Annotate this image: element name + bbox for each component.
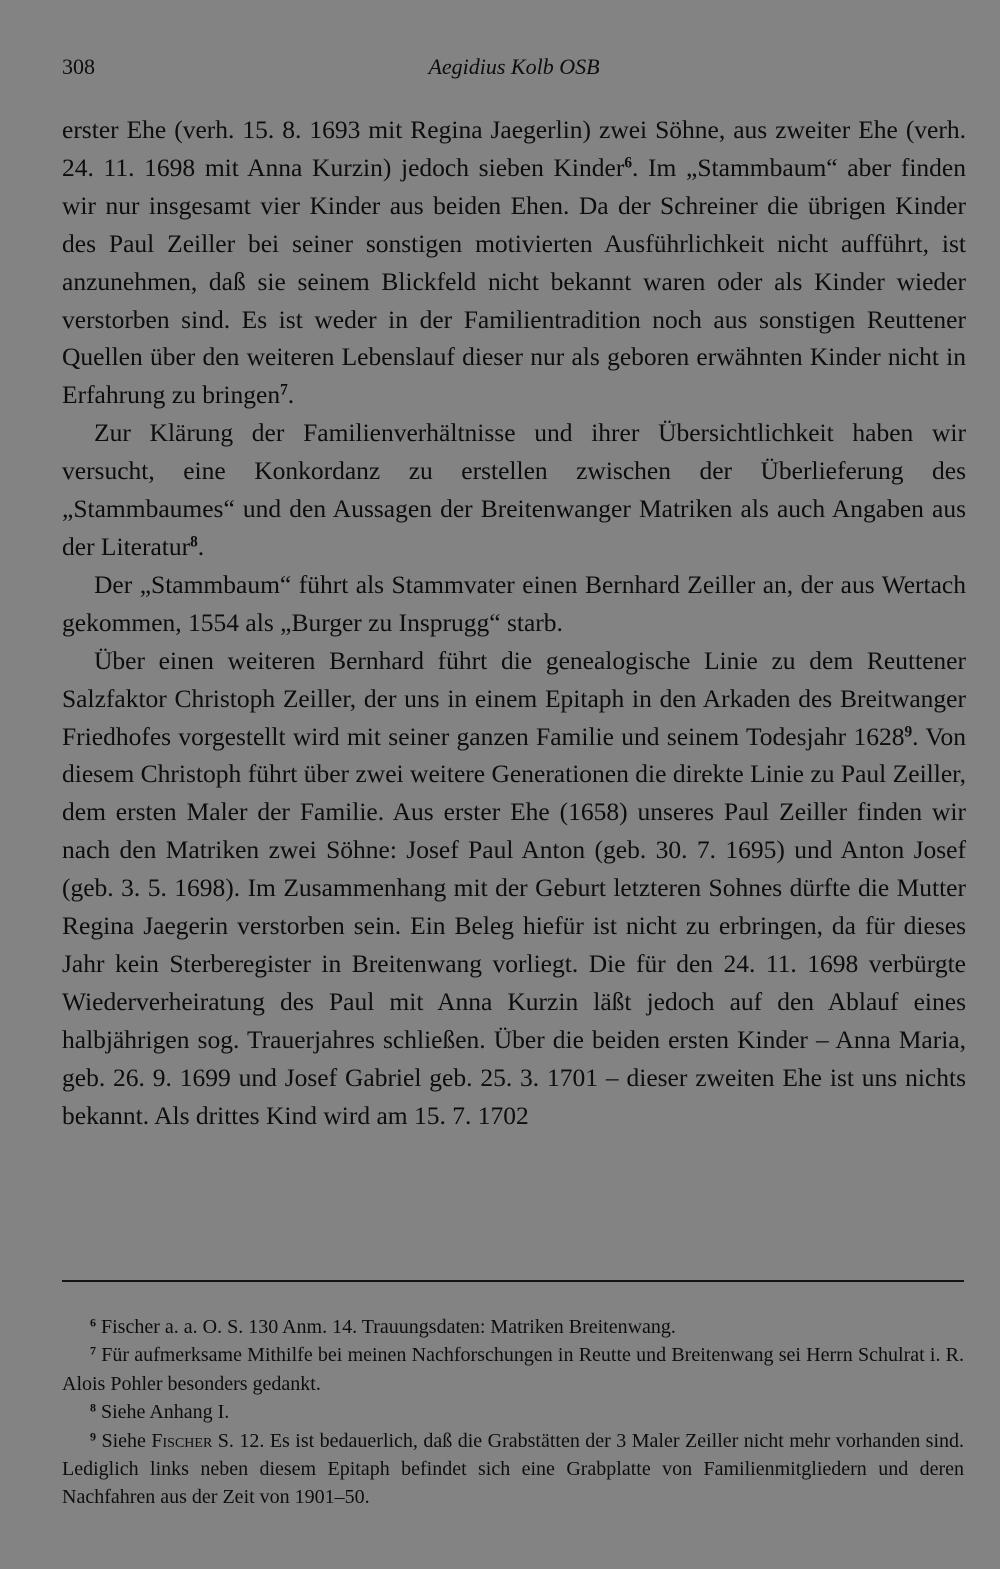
footnote-mark: 8 <box>90 1400 96 1415</box>
footnotes <box>62 1313 964 1512</box>
paragraph-3-text: Der „Stammbaum“ führt als Stammvater einen Bernhard Zeiller an, der aus Wertach gekommen, 1554 als „Burger zu Insprugg“ starb. <box>62 569 966 637</box>
body-text <box>62 111 966 1134</box>
footnote-ref-6[interactable]: 6 <box>624 154 632 172</box>
page-number: 308 <box>62 54 95 79</box>
paragraph-1-text-2: . Im „Stammbaum“ aber finden wir nur insgesamt vier Kinder aus beiden Ehen. Da der Schreiner die übrigen Kinder des Paul Zeiller bei seiner sonstigen motivierten Ausführlichkeit nicht aufführt, ist anzunehmen, daß sie seinem Blickfeld nicht bekannt waren oder als Kinder wieder verstorben sind. Es ist weder in der Familientradition noch aus sonstigen Reuttener Quellen über den weiteren Lebenslauf dieser nur als geboren erwähnten Kinder nicht in Erfahrung zu bringen <box>62 152 966 410</box>
paragraph-2 <box>62 414 966 566</box>
paragraph-4-text-2: . Von diesem Christoph führt über zwei weitere Generationen die direkte Linie zu Paul Zeiller, dem ersten Maler der Familie. Aus erster Ehe (1658) unseres Paul Zeiller finden wir nach den Matriken zwei Söhne: Josef Paul Anton (geb. 30. 7. 1695) und Anton Josef (geb. 3. 5. 1698). Im Zusammenhang mit der Geburt letzteren Sohnes dürfte die Mutter Regina Jaegerin verstorben sein. Ein Beleg hiefür ist nicht zu erbringen, da für dieses Jahr kein Sterberegister in Breitenwang vorliegt. Die für den 24. 11. 1698 verbürgte Wiederverheiratung des Paul mit Anna Kurzin läßt jedoch auf den Ablauf eines halbjährigen sog. Trauerjahres schließen. Über die beiden ersten Kinder – Anna Maria, geb. 26. 9. 1699 und Josef Gabriel geb. 25. 3. 1701 – dieser zweiten Ehe ist uns nichts bekannt. Als drittes Kind wird am 15. 7. 1702 <box>62 721 966 1130</box>
paragraph-2-text: Zur Klärung der Familienverhältnisse und ihrer Übersichtlichkeit haben wir versucht, eine Konkordanz zu erstellen zwischen der Überlieferung des „Stammbaumes“ und den Aussagen der Breitenwanger Matriken als auch Angaben aus der Literatur <box>62 418 966 561</box>
footnote-text: Für aufmerksame Mithilfe bei meinen Nachforschungen in Reutte und Breitenwang sei Herrn Schulrat i. R. Alois Pohler besonders gedankt. <box>62 1344 965 1395</box>
paragraph-1 <box>62 111 966 414</box>
paragraph-4-text: Über einen weiteren Bernhard führt die genealogische Linie zu dem Reuttener Salzfaktor Christoph Zeiller, der uns in einem Epitaph in den Arkaden des Breitwanger Friedhofes vorgestellt wird mit seiner ganzen Familie und seinem Todesjahr 1628 <box>62 645 966 751</box>
running-head: Aegidius Kolb OSB <box>428 54 600 79</box>
footnote-text: Siehe Anhang I. <box>101 1401 230 1424</box>
footnote-separator <box>62 1280 964 1282</box>
footnote-mark: 6 <box>90 1315 96 1330</box>
paragraph-1-text: erster Ehe (verh. 15. 8. 1693 mit Regina Jaegerlin) zwei Söhne, aus zweiter Ehe (verh. 24. 11. 1698 mit Anna Kurzin) jedoch sieben Kinder <box>62 115 966 182</box>
author-name: Fischer <box>151 1429 213 1452</box>
page-header <box>62 54 966 84</box>
footnote-8 <box>62 1398 964 1426</box>
footnote-text: Fischer a. a. O. S. 130 Anm. 14. Trauungsdaten: Matriken Breitenwang. <box>101 1316 676 1338</box>
footnote-ref-8[interactable]: 8 <box>190 533 198 551</box>
footnote-7 <box>62 1341 964 1398</box>
footnote-text: S. 12. Es ist bedauerlich, daß die Grabstätten der 3 Maler Zeiller nicht mehr vorhanden sind. Lediglich links neben diesem Epitaph befindet sich eine Grabplatte von Familienmitgliedern und deren Nachfahren aus der Zeit von 1901–50. <box>62 1429 964 1509</box>
footnote-9 <box>62 1427 964 1512</box>
footnote-mark: 9 <box>90 1429 96 1444</box>
paragraph-3 <box>62 566 966 642</box>
footnote-ref-7[interactable]: 7 <box>280 381 288 399</box>
footnote-6 <box>62 1313 964 1341</box>
paragraph-4 <box>62 642 966 1135</box>
footnote-pre: Siehe <box>101 1429 152 1452</box>
footnote-ref-9[interactable]: 9 <box>904 723 913 741</box>
paragraph-2-end: . <box>197 531 205 561</box>
paragraph-1-end: . <box>287 380 295 410</box>
footnote-mark: 7 <box>90 1343 96 1358</box>
